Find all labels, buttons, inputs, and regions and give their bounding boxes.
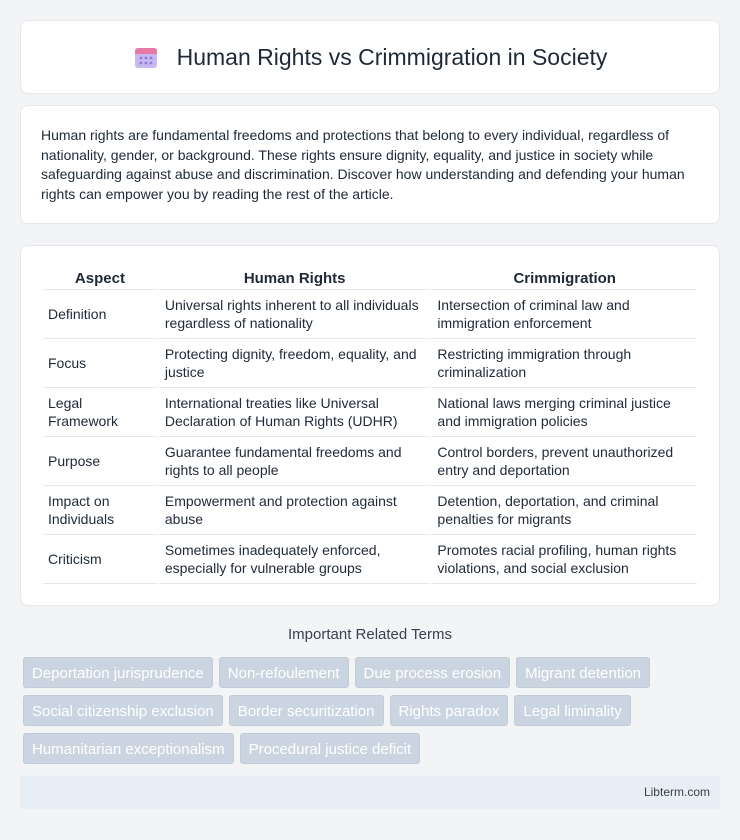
term-tag[interactable]: Rights paradox <box>390 695 509 726</box>
term-tag[interactable]: Legal liminality <box>514 695 630 726</box>
comparison-table <box>43 266 697 584</box>
calendar-grid-icon <box>133 44 159 70</box>
crimmigration-cell: Promotes racial profiling, human rights violations, and social exclusion <box>429 535 697 584</box>
related-terms-title: Important Related Terms <box>288 626 452 643</box>
term-tag[interactable]: Social citizenship exclusion <box>23 695 223 726</box>
page-title: Human Rights vs Crimmigration in Society <box>176 43 608 70</box>
term-tag[interactable]: Border securitization <box>229 695 384 726</box>
table-row <box>43 486 697 535</box>
header-human-rights: Human Rights <box>157 266 430 290</box>
term-tag[interactable]: Migrant detention <box>516 657 650 688</box>
table-row <box>43 290 697 339</box>
footer <box>20 776 720 809</box>
header-crimmigration: Crimmigration <box>429 266 697 290</box>
term-tag[interactable]: Due process erosion <box>355 657 511 688</box>
human-rights-cell: Sometimes inadequately enforced, especially for vulnerable groups <box>157 535 430 584</box>
table-row <box>43 535 697 584</box>
table-header-row <box>43 266 697 290</box>
human-rights-cell: Universal rights inherent to all individuals regardless of nationality <box>157 290 430 339</box>
aspect-cell: Purpose <box>43 437 157 486</box>
term-tag[interactable]: Non-refoulement <box>219 657 349 688</box>
table-row <box>43 388 697 437</box>
crimmigration-cell: Detention, deportation, and criminal penalties for migrants <box>429 486 697 535</box>
crimmigration-cell: National laws merging criminal justice and immigration policies <box>429 388 697 437</box>
footer-site-link[interactable]: Libterm.com <box>643 785 710 799</box>
term-tag[interactable]: Procedural justice deficit <box>240 733 421 764</box>
term-tag[interactable]: Deportation jurisprudence <box>23 657 213 688</box>
intro-paragraph: Human rights are fundamental freedoms and protections that belong to every individual, regardless of nationality, gender, or background. These rights ensure dignity, equality, and justice in society while safeguarding against abuse and discrimination. Discover how understanding and defending your human rights can empower you by reading the rest of the article. <box>41 127 685 202</box>
aspect-cell: Criticism <box>43 535 157 584</box>
header-aspect: Aspect <box>43 266 157 290</box>
human-rights-cell: Guarantee fundamental freedoms and rights to all people <box>157 437 430 486</box>
human-rights-cell: International treaties like Universal Declaration of Human Rights (UDHR) <box>157 388 430 437</box>
intro-card <box>20 105 720 224</box>
crimmigration-cell: Control borders, prevent unauthorized entry and deportation <box>429 437 697 486</box>
table-row <box>43 339 697 388</box>
aspect-cell: Focus <box>43 339 157 388</box>
aspect-cell: Legal Framework <box>43 388 157 437</box>
related-terms-list <box>23 657 723 764</box>
aspect-cell: Impact on Individuals <box>43 486 157 535</box>
comparison-card <box>20 245 720 606</box>
crimmigration-cell: Restricting immigration through criminalization <box>429 339 697 388</box>
crimmigration-cell: Intersection of criminal law and immigration enforcement <box>429 290 697 339</box>
human-rights-cell: Protecting dignity, freedom, equality, and justice <box>157 339 430 388</box>
aspect-cell: Definition <box>43 290 157 339</box>
human-rights-cell: Empowerment and protection against abuse <box>157 486 430 535</box>
table-row <box>43 437 697 486</box>
header-card <box>20 20 720 94</box>
term-tag[interactable]: Humanitarian exceptionalism <box>23 733 234 764</box>
